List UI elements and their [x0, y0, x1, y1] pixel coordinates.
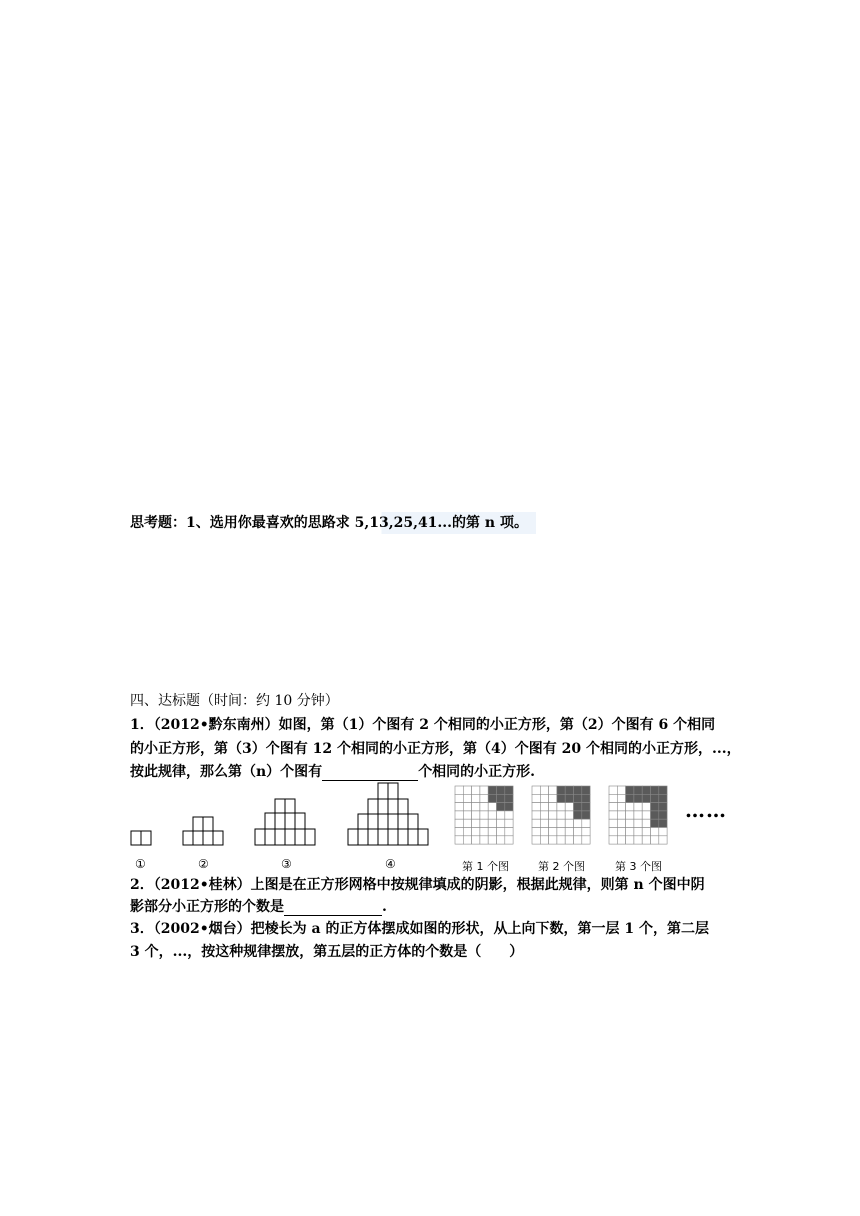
q1-line2: 的小正方形，第（3）个图有 12 个相同的小正方形，第（4）个图有 20 个相同的小正方形，...， [130, 741, 741, 757]
figure-label-3: ③ [281, 857, 292, 871]
figure-label-2: ② [198, 857, 209, 871]
q1-line1: 1．（2012•黔东南州）如图，第（1）个图有 2 个相同的小正方形，第（2）个图有 6 个相同 [130, 717, 716, 733]
q1-answer-blank[interactable] [322, 765, 418, 781]
q2-line2 [130, 898, 387, 916]
figure-label-1: ① [135, 857, 146, 871]
grid-figure-2 [532, 786, 590, 844]
think-question-label: 思考题： [130, 515, 186, 531]
q1-line3 [130, 763, 535, 781]
q2-answer-blank[interactable] [284, 900, 382, 916]
q2-line2-before: 影部分小正方形的个数是 [130, 899, 284, 915]
think-question [130, 512, 536, 534]
think-question-text: 1、选用你最喜欢的思路求 5,13,25,41...的第 n 项。 [186, 515, 528, 531]
grid-label-1: 第 1 个图 [462, 860, 509, 873]
figure-label-4: ④ [385, 857, 396, 871]
figures-svg [125, 780, 745, 850]
grid-figure-1 [455, 786, 513, 844]
staircase-figure-4 [348, 783, 428, 845]
grid-figure-3 [609, 786, 667, 844]
q2-line2-after: . [382, 899, 387, 915]
q1-line3-before: 按此规律，那么第（n）个图有 [130, 764, 323, 780]
q3-line2: 3 个，...，按这种规律摆放，第五层的正方体的个数是（ ） [130, 944, 524, 960]
staircase-figure-1 [131, 831, 151, 845]
ellipsis-dots: …… [685, 798, 727, 822]
section-heading: 四、达标题（时间：约 10 分钟） [130, 693, 339, 709]
q1-line3-after: 个相同的小正方形. [418, 764, 536, 780]
grid-label-2: 第 2 个图 [538, 860, 585, 873]
q3-line1: 3．（2002•烟台）把棱长为 a 的正方体摆成如图的形状，从上向下数，第一层 1 个，第二层 [130, 921, 709, 937]
q2-line1: 2．（2012•桂林）上图是在正方形网格中按规律填成的阴影，根据此规律，则第 n 个图中阴 [130, 877, 705, 893]
grid-label-3: 第 3 个图 [615, 860, 662, 873]
staircase-figure-2 [183, 817, 223, 845]
staircase-figure-3 [255, 799, 315, 845]
